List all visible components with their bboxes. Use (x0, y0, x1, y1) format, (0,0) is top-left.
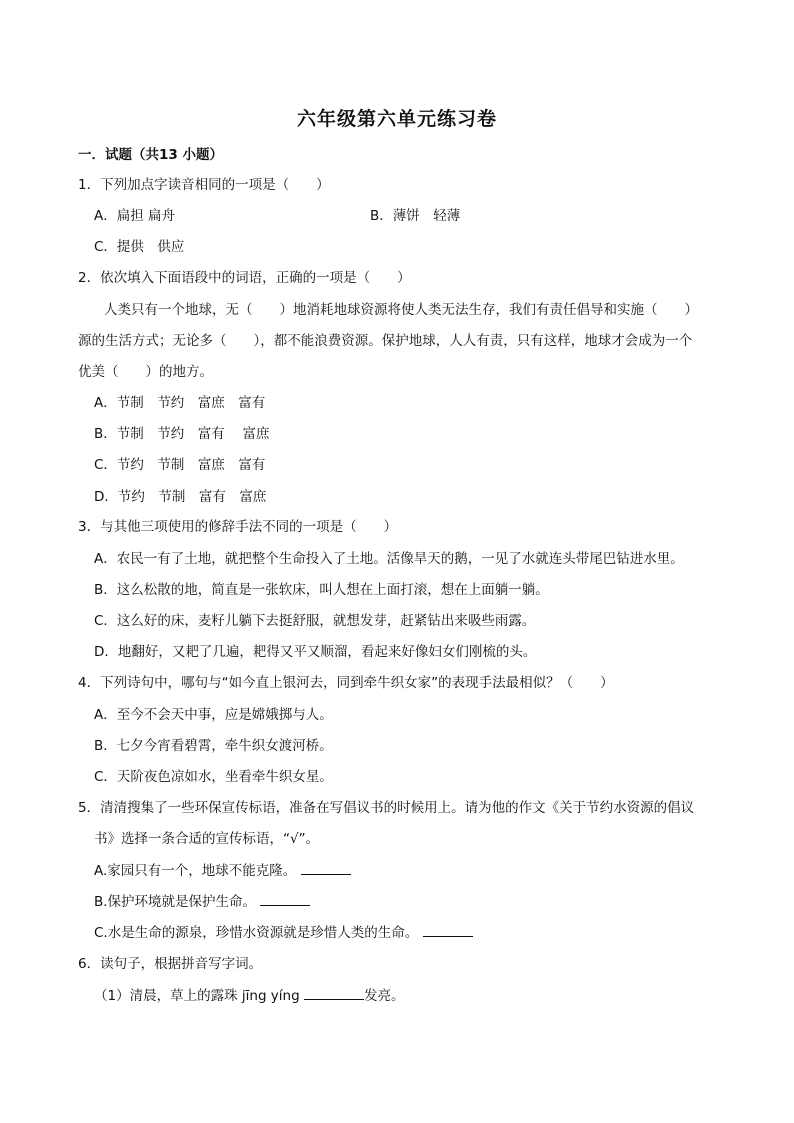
question-3-stem: 3．与其他三项使用的修辞手法不同的一项是（ ） (78, 519, 398, 535)
question-5-option-a (94, 862, 351, 880)
question-5-option-c-text: C.水是生命的源泉，珍惜水资源就是珍惜人类的生命。 (94, 925, 419, 941)
question-4-stem: 4．下列诗句中，哪句与“如今直上银河去，同到牵牛织女家”的表现手法最相似？（ ） (78, 675, 614, 691)
question-1-option-c: C．提供 供应 (94, 239, 185, 255)
question-6-stem: 6．读句子，根据拼音写字词。 (78, 956, 263, 972)
question-1-option-a: A．扁担 扁舟 (94, 208, 176, 224)
question-3-option-a: A．农民一有了土地，就把整个生命投入了土地。活像旱天的鹅，一见了水就连头带尾巴钻进水里。 (94, 551, 684, 567)
question-2-option-c: C．节约 节制 富庶 富有 (94, 457, 266, 473)
question-5-option-b-text: B.保护环境就是保护生命。 (94, 894, 257, 910)
question-3-option-c: C．这么好的床，麦籽儿躺下去挺舒服，就想发芽，赶紧钻出来吸些雨露。 (94, 613, 536, 629)
question-5-option-a-text: A.家园只有一个，地球不能克隆。 (94, 863, 297, 879)
question-6-sentence-1-prefix: （1）清晨，草上的露珠 jīng yíng (94, 988, 304, 1004)
question-2-passage-line-3: 优美（ ）的地方。 (78, 364, 213, 380)
question-5-stem-line-1: 5．清清搜集了一些环保宣传标语，准备在写倡议书的时候用上。请为他的作文《关于节约水资源的倡议 (78, 800, 695, 816)
question-4-option-b: B．七夕今宵看碧霄，牵牛织女渡河桥。 (94, 738, 333, 754)
question-5-option-b (94, 893, 310, 911)
question-2-option-d: D．节约 节制 富有 富庶 (94, 489, 267, 505)
question-3-option-d: D．地翻好，又耙了几遍，耙得又平又顺溜，看起来好像妇女们刚梳的头。 (94, 644, 537, 660)
question-1-stem: 1．下列加点字读音相同的一项是（ ） (78, 177, 330, 193)
question-2-option-a: A．节制 节约 富庶 富有 (94, 395, 266, 411)
answer-blank[interactable] (304, 987, 364, 1000)
question-6-sentence-1-suffix: 发亮。 (363, 988, 405, 1004)
question-1-option-b: B．薄饼 轻薄 (370, 208, 461, 224)
answer-blank[interactable] (423, 924, 473, 937)
section-heading: 一．试题（共13 小题） (78, 147, 223, 163)
answer-blank[interactable] (260, 893, 310, 906)
question-2-passage-line-2: 源的生活方式；无论多（ ），都不能浪费资源。保护地球，人人有责，只有这样，地球才会成为一个 (78, 333, 693, 349)
answer-blank[interactable] (301, 862, 351, 875)
page-title: 六年级第六单元练习卷 (296, 108, 497, 130)
question-3-option-b: B．这么松散的地，简直是一张软床，叫人想在上面打滚，想在上面躺一躺。 (94, 582, 549, 598)
question-5-stem-line-2: 书》选择一条合适的宣传标语，“√”。 (94, 831, 320, 847)
question-4-option-a: A．至今不会天中事，应是嫦娥掷与人。 (94, 707, 333, 723)
question-2-option-b: B．节制 节约 富有 富庶 (94, 426, 270, 442)
question-4-option-c: C．天阶夜色凉如水，坐看牵牛织女星。 (94, 769, 333, 785)
question-2-stem: 2．依次填入下面语段中的词语，正确的一项是（ ） (78, 270, 411, 286)
question-5-option-c (94, 924, 473, 942)
question-6-sentence-1 (94, 987, 404, 1005)
question-2-passage-line-1: 人类只有一个地球，无（ ）地消耗地球资源将使人类无法生存，我们有责任倡导和实施（ ） (104, 302, 698, 318)
